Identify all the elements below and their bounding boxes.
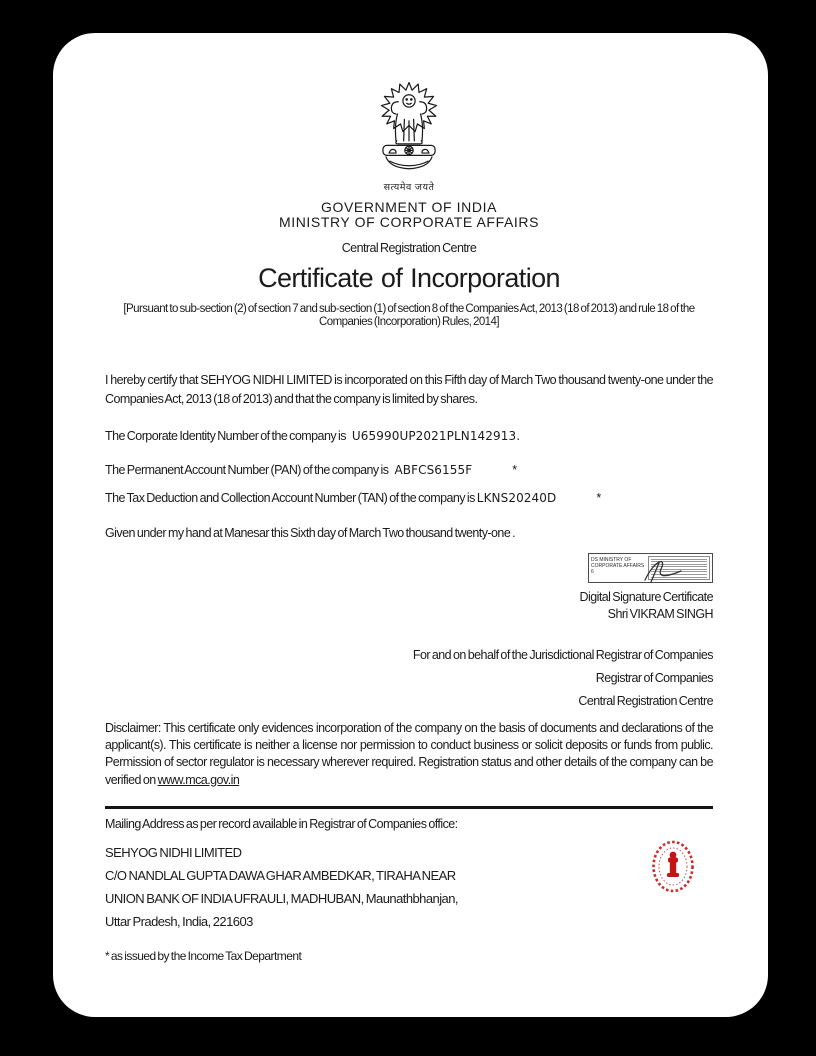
cin-line	[105, 429, 713, 443]
tan-line	[105, 491, 713, 505]
pursuant-text: [Pursuant to sub-section (2) of section 7 and sub-section (1) of section 8 of the Companies Act, 2013 (18 of 2013) and rule 18 of the Companies (Incorporation) Rules, 2014]	[123, 303, 695, 328]
tan-footnote-marker: *	[596, 491, 602, 505]
behalf-block	[105, 644, 713, 713]
certificate-page	[53, 33, 768, 1017]
signature-swoosh-icon	[637, 555, 699, 583]
government-of-india-heading: GOVERNMENT OF INDIA	[320, 199, 498, 215]
mca-website-link[interactable]: www.mca.gov.in	[157, 772, 240, 787]
pan-label: The Permanent Account Number (PAN) of the company is	[105, 463, 389, 477]
pan-value: ABFCS6155F	[394, 463, 473, 477]
divider-rule	[105, 806, 713, 809]
address-line-region: Uttar Pradesh, India, 221603	[105, 913, 253, 929]
ds-box-label: DS MINISTRY OF CORPORATE AFFAIRS 6	[591, 557, 645, 575]
address-line-company: SEHYOG NIDHI LIMITED	[105, 844, 242, 860]
certify-paragraph: I hereby certify that SEHYOG NIDHI LIMITED is incorporated on this Fifth day of March Two thousand twenty-one under the Companies Act, 2013 (18 of 2013) and that the company is limited by shares.	[105, 373, 713, 406]
tan-label: The Tax Deduction and Collection Account Number (TAN) of the company is	[105, 491, 475, 505]
income-tax-footnote: * as issued by the Income Tax Department	[105, 948, 302, 963]
satyameva-jayate-caption: सत्यमेव जयते	[383, 182, 435, 193]
address-line-street2: UNION BANK OF INDIA UFRAULI, MADHUBAN, Maunathbhanjan,	[105, 890, 458, 906]
disclaimer-paragraph	[105, 720, 713, 789]
dsc-signatory: Shri VIKRAM SINGH	[607, 607, 713, 621]
digital-signature-row	[105, 553, 713, 583]
behalf-line-2: Registrar of Companies	[595, 671, 713, 685]
mailing-address-heading: Mailing Address as per record available in Registrar of Companies office:	[105, 816, 458, 831]
behalf-line-1: For and on behalf of the Jurisdictional Registrar of Companies	[412, 648, 713, 662]
ministry-heading: MINISTRY OF CORPORATE AFFAIRS	[278, 214, 540, 230]
behalf-line-3: Central Registration Centre	[578, 694, 713, 708]
tan-value: LKNS20240D	[476, 491, 557, 505]
cin-value: U65990UP2021PLN142913.	[351, 429, 521, 443]
address-line-street1: C/O NANDLAL GUPTA DAWA GHAR AMBEDKAR, TIRAHA NEAR	[105, 867, 456, 883]
pan-line	[105, 463, 713, 477]
dsc-title: Digital Signature Certificate	[579, 590, 713, 604]
emblem-block	[105, 77, 713, 194]
central-registration-centre-heading: Central Registration Centre	[341, 241, 477, 255]
pan-footnote-marker: *	[512, 463, 518, 477]
national-emblem-icon	[363, 77, 455, 177]
cin-label: The Corporate Identity Number of the company is	[105, 429, 346, 443]
mailing-address-block	[105, 841, 713, 933]
certificate-title: Certificate of Incorporation	[258, 263, 560, 293]
given-under-hand-line: Given under my hand at Manesar this Sixth day of March Two thousand twenty-one .	[105, 526, 516, 540]
roc-red-seal-icon	[650, 838, 696, 895]
digital-signature-box	[588, 553, 713, 583]
disclaimer-text: Disclaimer: This certificate only evidences incorporation of the company on the basis of documents and declarations of the applicant(s). This certificate is neither a license nor permission to conduct business or solicit deposits or funds from public. Permission of sector regulator is necessary wherever required. Registration status and other details of the company can be verified on	[105, 721, 713, 787]
certificate-content	[105, 33, 713, 963]
